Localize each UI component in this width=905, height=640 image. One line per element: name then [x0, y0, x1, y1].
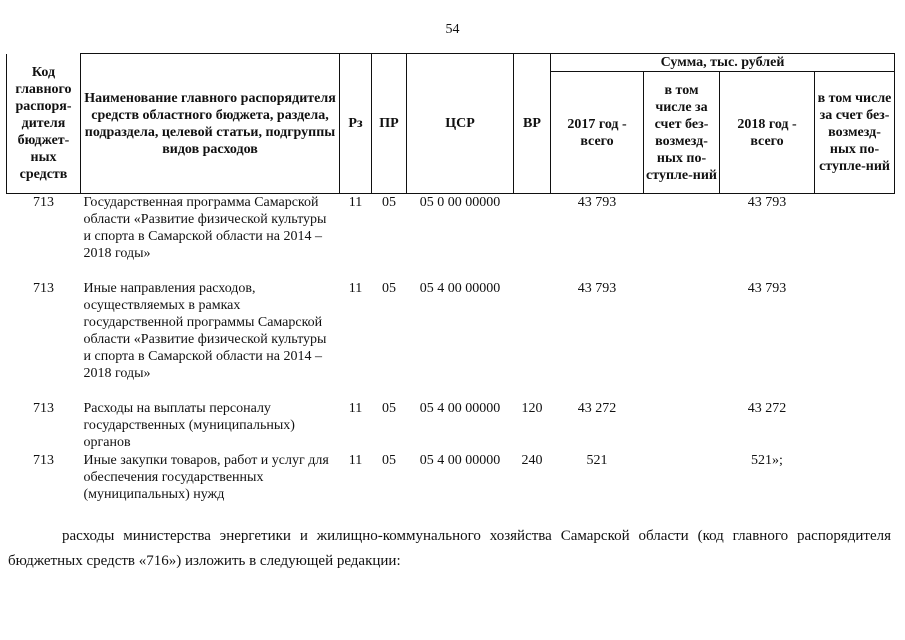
row-rz: 11	[348, 195, 363, 210]
row-2017-free	[644, 194, 720, 280]
header-code: Код главного распоря-дителя бюджет-ных средств	[7, 54, 81, 194]
page-number: 54	[445, 22, 460, 37]
header-vr: ВР	[514, 54, 551, 194]
row-csr: 05 0 00 00000	[419, 195, 501, 210]
header-pr: ПР	[372, 54, 407, 194]
row-rz: 11	[348, 452, 363, 468]
budget-table	[6, 53, 895, 520]
row-2018-free	[815, 400, 895, 452]
header-2017-total: 2017 год - всего	[551, 72, 644, 194]
row-2018-free	[815, 280, 895, 400]
row-vr: 120	[521, 400, 543, 416]
row-2018-total: 43 272	[747, 400, 787, 416]
table-row	[7, 194, 895, 280]
row-2017-total: 43 272	[577, 400, 617, 416]
row-2018-total: 521»;	[751, 452, 783, 468]
row-vr	[514, 194, 551, 280]
table-row	[7, 280, 895, 400]
row-2017-total: 521	[586, 452, 608, 468]
header-sum-group: Сумма, тыс. рублей	[551, 54, 895, 72]
header-name: Наименование главного распорядителя средств областного бюджета, раздела, подраздела, целевой статьи, подгруппы видов расходов	[81, 54, 340, 194]
row-2017-free	[644, 400, 720, 452]
row-rz: 11	[348, 400, 363, 416]
paragraph-line-2: бюджетных средств «716») изложить в следующей редакции:	[8, 553, 401, 569]
row-2017-free	[644, 280, 720, 400]
row-csr: 05 4 00 00000	[419, 400, 501, 416]
row-2017-free	[644, 452, 720, 520]
row-2018-free	[815, 194, 895, 280]
row-code: 713	[33, 280, 54, 296]
table-row	[7, 400, 895, 452]
row-vr	[514, 280, 551, 400]
row-2017-total: 43 793	[577, 195, 617, 210]
row-2018-free	[815, 452, 895, 520]
row-2017-total: 43 793	[577, 280, 617, 296]
row-name: Иные закупки товаров, работ и услуг для обеспечения государственных (муниципальных) нужд	[83, 452, 329, 502]
row-name: Иные направления расходов, осуществляемых в рамках государственной программы Самарской области «Развитие физической культуры и спорта в Самарской области на 2014 – 2018 годы»	[83, 280, 327, 381]
paragraph-line-1: расходы министерства энергетики и жилищно-коммунального хозяйства Самарской области (код главного распорядителя	[62, 528, 891, 544]
row-pr: 05	[382, 400, 396, 416]
header-csr: ЦСР	[407, 54, 514, 194]
row-pr: 05	[382, 280, 396, 296]
row-vr: 240	[521, 452, 543, 468]
row-pr: 05	[382, 452, 396, 468]
row-rz: 11	[348, 280, 363, 296]
row-name: Государственная программа Самарской области «Развитие физической культуры и спорта в Самарской области на 2014 – 2018 годы»	[83, 195, 327, 261]
row-code: 713	[33, 400, 54, 416]
row-2018-total: 43 793	[747, 280, 787, 296]
header-2017-free: в том числе за счет без-возмезд-ных по-ступле-ний	[644, 72, 720, 194]
row-name: Расходы на выплаты персоналу государственных (муниципальных) органов	[83, 400, 295, 450]
header-rz: Рз	[340, 54, 372, 194]
row-2018-total: 43 793	[747, 195, 787, 210]
row-code: 713	[33, 195, 54, 210]
header-2018-total: 2018 год - всего	[720, 72, 815, 194]
row-csr: 05 4 00 00000	[419, 452, 501, 468]
row-pr: 05	[382, 195, 396, 210]
table-row	[7, 452, 895, 520]
row-csr: 05 4 00 00000	[419, 280, 501, 296]
header-2018-free: в том числе за счет без-возмезд-ных по-ступле-ний	[815, 72, 895, 194]
row-code: 713	[33, 452, 54, 468]
